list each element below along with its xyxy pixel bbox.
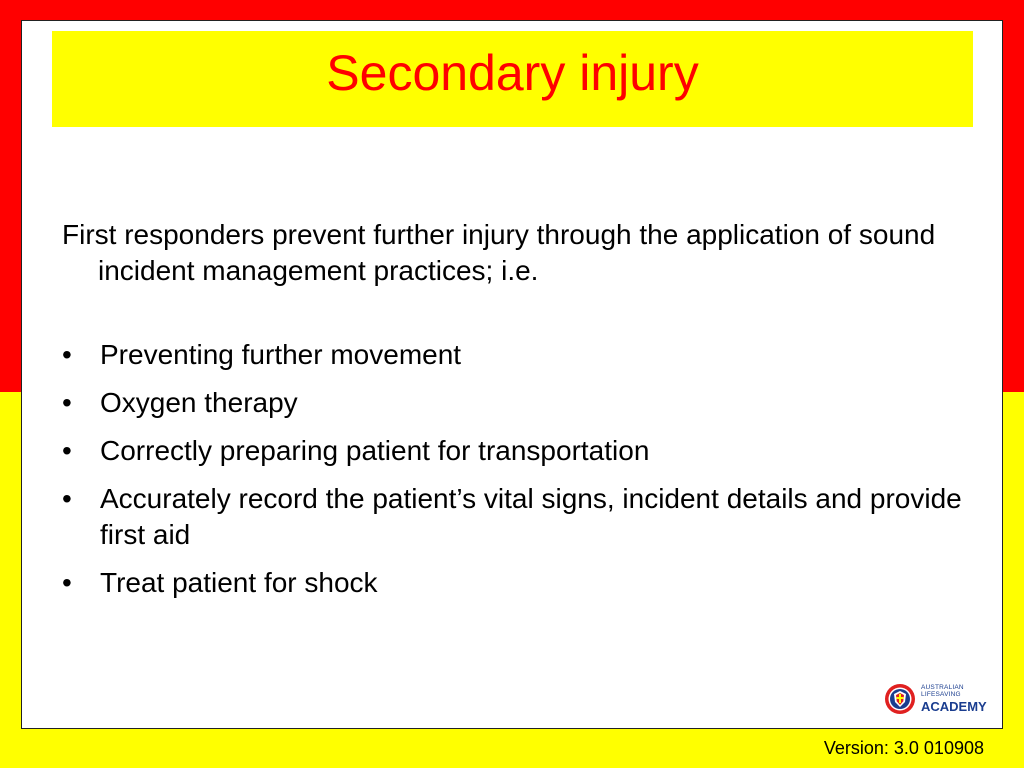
logo-line-2: ACADEMY (921, 699, 987, 714)
bullet-text: Correctly preparing patient for transportation (100, 435, 650, 466)
bullet-icon: • (62, 387, 72, 418)
bullet-icon: • (62, 339, 72, 370)
bullet-icon: • (62, 483, 72, 514)
bullet-text: Treat patient for shock (100, 567, 378, 598)
bullet-text: Preventing further movement (100, 339, 462, 370)
bullet-item (62, 481, 972, 553)
bullet-item (62, 385, 972, 421)
slide-body (62, 217, 972, 613)
bullet-item (62, 565, 972, 601)
logo-wordmark (921, 685, 988, 713)
bullet-item (62, 433, 972, 469)
bullet-text: Oxygen therapy (100, 387, 298, 418)
lifesaving-emblem-icon (884, 683, 916, 715)
bullet-text: Accurately record the patient’s vital signs, incident details and provide first aid (100, 483, 962, 550)
bullet-item (62, 337, 972, 373)
bullet-icon: • (62, 567, 72, 598)
bullet-icon: • (62, 435, 72, 466)
bullet-list (62, 337, 972, 601)
slide-title: Secondary injury (326, 45, 699, 101)
intro-paragraph: First responders prevent further injury through the application of sound incident management practices; i.e. (62, 219, 936, 286)
version-label: Version: 3.0 010908 (823, 738, 984, 758)
logo-line-1: AUSTRALIAN LIFESAVING (921, 684, 964, 698)
academy-logo (884, 681, 988, 717)
slide-content-area (21, 20, 1003, 729)
title-bar (52, 31, 973, 127)
